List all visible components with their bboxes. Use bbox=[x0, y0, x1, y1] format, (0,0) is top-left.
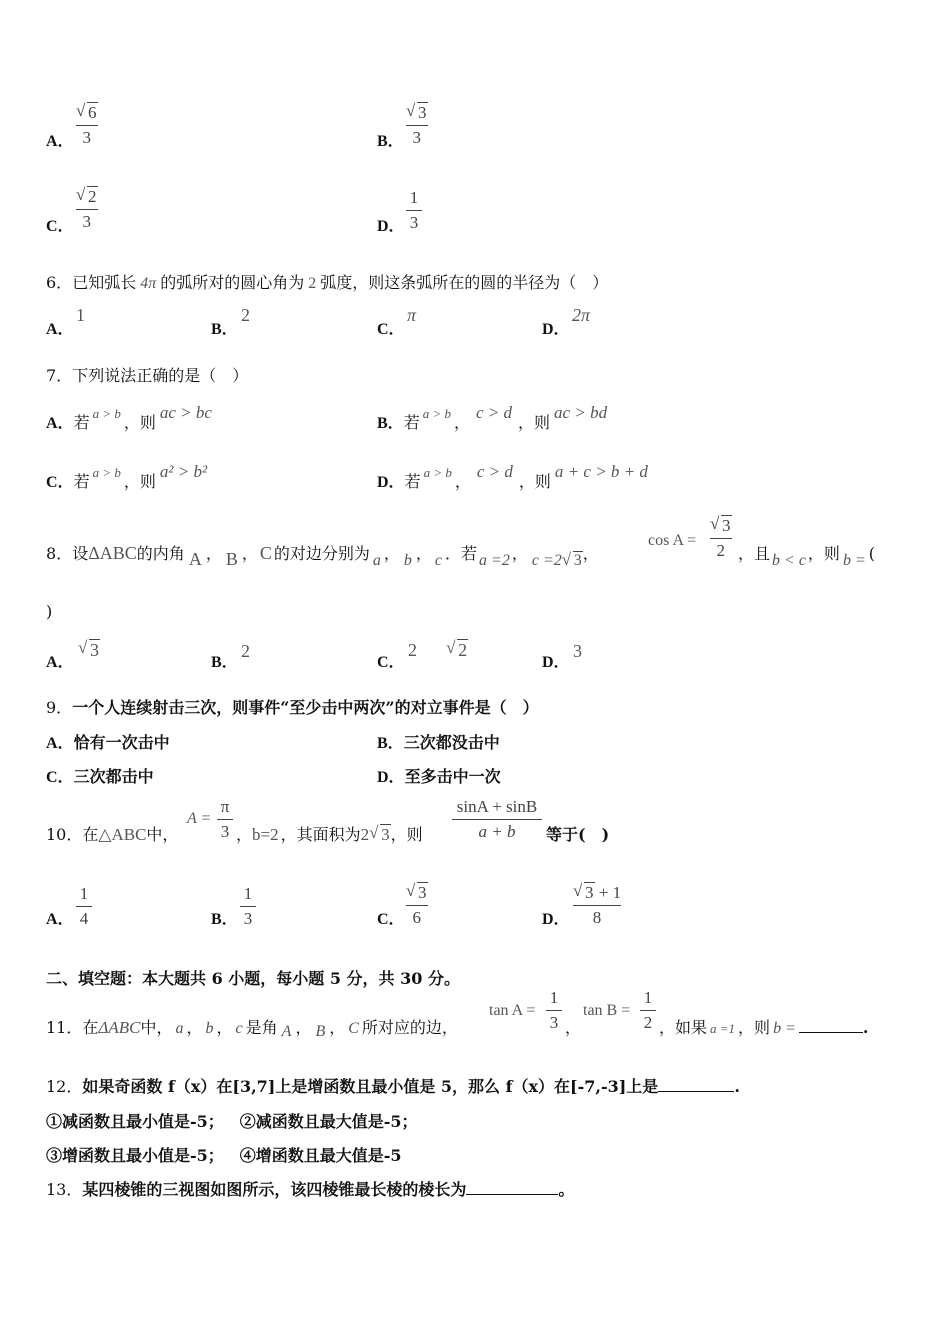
q10-stem-mid: ，b=2 ，其面积为2 √ 3，则 bbox=[236, 823, 423, 844]
q10-number: 10． bbox=[46, 825, 83, 844]
q8-angle-c: C bbox=[259, 543, 272, 563]
q9-stem bbox=[46, 695, 539, 718]
q8-option-d-value: 3 bbox=[573, 641, 582, 661]
q7-option-b-if: 若 bbox=[403, 413, 420, 432]
q12-choice-2: ②减函数且最大值是-5； bbox=[239, 1112, 418, 1131]
q5-option-a-num: 6 bbox=[88, 103, 97, 122]
q11-angle-a: A bbox=[281, 1023, 292, 1040]
q10-option-d-num: 3 bbox=[585, 883, 594, 902]
q6-arc-length: 4π bbox=[140, 275, 157, 292]
q11-tan-b-den: 2 bbox=[643, 1013, 653, 1032]
q7-number: 7． bbox=[46, 366, 73, 385]
q5-option-d-fraction bbox=[406, 188, 422, 233]
q5-option-b-fraction: √ 3 3 bbox=[406, 101, 427, 147]
q8-stem-tail bbox=[738, 541, 875, 569]
q12-choices-row-2 bbox=[46, 1143, 402, 1166]
q7-option-b-sep: ， bbox=[453, 413, 470, 432]
q10-area-radicand: 3 bbox=[381, 825, 390, 844]
q6-option-c-label: C． bbox=[377, 321, 405, 338]
q6-option-d-label: D． bbox=[542, 321, 570, 338]
q8-angle-a: A bbox=[188, 549, 202, 569]
q10-a-lhs: A = bbox=[187, 810, 212, 827]
q10-a-fraction bbox=[217, 797, 233, 842]
q8-option-c-label: C． bbox=[377, 654, 405, 671]
q11-angle-b: B bbox=[315, 1023, 326, 1040]
q10-option-c-label: C． bbox=[377, 911, 405, 928]
q10-t2: 中， bbox=[146, 825, 179, 844]
q8-a-equation: a =2 bbox=[479, 552, 510, 569]
q11-tan-a-fraction bbox=[546, 988, 562, 1033]
q7-option-c bbox=[46, 462, 208, 492]
q8-t2: 的内角 bbox=[136, 544, 185, 563]
q11-tan-a: tan A = bbox=[489, 1002, 536, 1019]
q7-text: 下列说法正确的是（ ） bbox=[72, 366, 249, 385]
q12-choices-row-1 bbox=[46, 1109, 418, 1132]
q10-t3: ，其面积为 bbox=[280, 825, 361, 844]
q10-option-a-fraction bbox=[76, 884, 92, 929]
q10-option-c-fraction: √ 3 6 bbox=[406, 881, 427, 927]
q11-triangle: ΔABC bbox=[98, 1018, 141, 1037]
q11-comma: ， bbox=[565, 1018, 582, 1037]
q7-stem bbox=[46, 363, 248, 386]
q5-option-b-num: 3 bbox=[418, 103, 427, 122]
q10-option-a-label: A． bbox=[46, 911, 74, 928]
q9-number: 9． bbox=[46, 698, 73, 717]
q8-t4: ．若 bbox=[445, 544, 478, 563]
q10-option-b-label: B． bbox=[211, 911, 238, 928]
q9-option-b bbox=[377, 730, 500, 753]
q11-t4: 所对应的边， bbox=[361, 1018, 458, 1037]
q11-side-b: b bbox=[205, 1020, 214, 1037]
q8-side-c: c bbox=[434, 552, 443, 569]
q8-option-a-value: 3 bbox=[90, 640, 99, 660]
q7-option-c-result: a² > b² bbox=[159, 462, 208, 481]
q11-answer-blank[interactable] bbox=[799, 1018, 863, 1033]
q9-option-b-text: 三次都没击中 bbox=[403, 733, 500, 752]
q5-option-d-den: 3 bbox=[409, 213, 419, 232]
q10-option-c-num: 3 bbox=[418, 883, 427, 902]
q8-angle-b: B bbox=[225, 549, 238, 569]
q10-stem-start bbox=[46, 822, 178, 845]
q11-tan-b: tan B = bbox=[583, 1002, 631, 1019]
q5-option-c-num: 2 bbox=[88, 187, 97, 206]
q11-t5: ，如果 bbox=[659, 1018, 708, 1037]
q10-option-b-num: 1 bbox=[243, 884, 253, 903]
q5-option-b-label: B． bbox=[377, 133, 404, 150]
q5-option-c-den: 3 bbox=[82, 212, 91, 231]
q6-angle: 2 bbox=[308, 275, 317, 292]
q8-comma-1: ， bbox=[205, 544, 222, 563]
q11-end: . bbox=[862, 1018, 869, 1037]
q10-expr-num: sinA + sinB bbox=[456, 797, 538, 816]
q5-option-a-den: 3 bbox=[82, 128, 91, 147]
q8-cos-num: 3 bbox=[722, 516, 731, 535]
q8-t3: 的对边分别为 bbox=[273, 544, 370, 563]
q11-stem: 11．在ΔABC中， a ， b ， c 是角 A ， B ， C 所对应的边， bbox=[46, 1018, 458, 1040]
q12-stem bbox=[46, 1074, 740, 1097]
q11-side-c: c bbox=[235, 1020, 243, 1037]
q8-cos-lhs: cos A = bbox=[648, 532, 697, 549]
q11-tan-a-den: 3 bbox=[549, 1013, 559, 1032]
q7-option-a-then: ，则 bbox=[123, 413, 156, 432]
q5-option-a-fraction: √ 6 3 bbox=[76, 101, 97, 147]
q9-option-d-text: 至多击中一次 bbox=[404, 767, 501, 786]
q9-option-a-text: 恰有一次击中 bbox=[73, 733, 170, 752]
q9-option-d bbox=[377, 764, 501, 787]
q12-choice-1: ①减函数且最小值是-5； bbox=[46, 1112, 224, 1131]
q7-option-d-cond1: a > b bbox=[423, 465, 452, 480]
q8-option-c-value: 2 bbox=[458, 640, 468, 660]
q8-inequality: b < c bbox=[772, 552, 806, 569]
q8-option-c-sqrt: √ 2 bbox=[446, 638, 468, 660]
q7-option-a-label: A． bbox=[46, 415, 74, 432]
q7-option-c-then: ，则 bbox=[123, 472, 156, 491]
q10-option-c-den: 6 bbox=[412, 908, 421, 927]
q10-triangle: △ABC bbox=[98, 825, 147, 844]
q9-option-c bbox=[46, 764, 154, 787]
q8-comma-6: ， bbox=[582, 544, 599, 563]
q7-option-d-cond2: c > d bbox=[476, 462, 513, 481]
q11-tan-b-num: 1 bbox=[643, 988, 653, 1007]
q7-option-a bbox=[46, 403, 212, 433]
q7-option-b-result: ac > bd bbox=[554, 403, 608, 422]
q6-option-b-label: B． bbox=[211, 321, 238, 338]
q7-option-a-result: ac > bc bbox=[159, 403, 212, 422]
q7-option-a-if: 若 bbox=[73, 413, 90, 432]
q10-area-coef: 2 bbox=[360, 825, 370, 844]
q10-option-d-num-tail: + 1 bbox=[594, 883, 622, 902]
q7-option-d-result: a + c > b + d bbox=[554, 462, 648, 481]
q8-option-d-label: D． bbox=[542, 654, 570, 671]
q12-line: 如果奇函数 f（x）在[3,7]上是增函数且最小值是 5，那么 f（x）在[-7,-3]上是 bbox=[82, 1077, 659, 1096]
q8-option-b-label: B． bbox=[211, 654, 238, 671]
q6-text-b: 的弧所对的圆心角为 bbox=[160, 273, 305, 292]
q12-choice-3: ③增函数且最小值是-5； bbox=[46, 1146, 224, 1165]
q9-option-c-label: C． bbox=[46, 769, 74, 786]
q6-option-a-value: 1 bbox=[76, 305, 85, 325]
q10-option-b-fraction bbox=[240, 884, 256, 929]
q6-option-d-value: 2π bbox=[572, 305, 591, 325]
section-2-heading: 二、填空题：本大题共 6 小题，每小题 5 分，共 30 分。 bbox=[46, 969, 460, 988]
q5-option-d-label: D． bbox=[377, 218, 405, 235]
q5-option-d-num: 1 bbox=[409, 188, 419, 207]
q7-option-d-label: D． bbox=[377, 474, 405, 491]
q13-stem bbox=[46, 1177, 574, 1200]
q9-option-a bbox=[46, 730, 170, 753]
q10-t4: ，则 bbox=[390, 825, 423, 844]
q10-a-den: 3 bbox=[220, 822, 230, 841]
q8-option-a-label: A． bbox=[46, 654, 74, 671]
q7-option-d bbox=[377, 462, 648, 492]
q8-number: 8． bbox=[46, 544, 73, 563]
q9-option-c-text: 三次都击中 bbox=[73, 767, 154, 786]
q8-c-radicand: 3 bbox=[573, 552, 582, 569]
q8-option-c-coef: 2 bbox=[408, 640, 417, 660]
q13-text: 某四棱锥的三视图如图所示，该四棱锥最长棱的棱长为 bbox=[82, 1180, 467, 1199]
q12-answer-blank[interactable] bbox=[658, 1077, 734, 1092]
q8-cos-den: 2 bbox=[716, 541, 725, 560]
q10-option-d-fraction: √ 3 + 1 8 bbox=[573, 881, 622, 927]
q7-option-d-sep: ， bbox=[454, 472, 471, 491]
q11-side-a: a bbox=[175, 1020, 184, 1037]
q10-expression bbox=[452, 797, 542, 842]
q7-option-c-label: C． bbox=[46, 474, 74, 491]
q10-option-b-den: 3 bbox=[243, 909, 253, 928]
q7-option-b-label: B． bbox=[377, 415, 404, 432]
q8-comma-4: ， bbox=[415, 544, 432, 563]
q8-paren-close: ) bbox=[46, 602, 53, 621]
q8-comma-5: ， bbox=[511, 544, 528, 563]
q8-t6: ，则 bbox=[807, 544, 840, 563]
q13-answer-blank[interactable] bbox=[466, 1180, 558, 1195]
q10-area-sqrt: √ 3 bbox=[369, 823, 390, 844]
q6-option-a-label: A． bbox=[46, 321, 74, 338]
q8-b-equation: b = bbox=[842, 552, 866, 569]
q10-option-a-num: 1 bbox=[79, 884, 89, 903]
q5-option-c-fraction: √ 2 3 bbox=[76, 185, 97, 231]
q10-a-num: π bbox=[220, 797, 230, 816]
q10-option-d-label: D． bbox=[542, 911, 570, 928]
q8-paren-open: ( bbox=[868, 544, 875, 563]
q11-tan-b-fraction bbox=[640, 988, 656, 1033]
q6-text-a: 已知弧长 bbox=[72, 273, 137, 292]
q9-option-b-label: B． bbox=[377, 735, 404, 752]
q7-option-b-then: ，则 bbox=[518, 413, 551, 432]
q5-option-b-den: 3 bbox=[412, 128, 421, 147]
q11-tan-a-num: 1 bbox=[549, 988, 559, 1007]
q8-t1: 设 bbox=[72, 544, 89, 563]
q13-number: 13． bbox=[46, 1180, 83, 1199]
q9-option-a-label: A． bbox=[46, 735, 74, 752]
q12-number: 12． bbox=[46, 1077, 83, 1096]
q10-t5: 等于( ) bbox=[546, 825, 610, 844]
q8-c-equation: c =2 bbox=[531, 552, 562, 569]
q7-option-b-cond2: c > d bbox=[476, 403, 513, 422]
q10-b-equation: b=2 bbox=[252, 825, 279, 844]
q11-t3: 是角 bbox=[245, 1018, 278, 1037]
q10-t1: 在 bbox=[82, 825, 99, 844]
q11-t2: 中， bbox=[140, 1018, 173, 1037]
q7-option-a-cond: a > b bbox=[92, 406, 121, 421]
q6-stem bbox=[46, 270, 608, 293]
q8-side-a: a bbox=[372, 552, 381, 569]
q8-triangle: ΔABC bbox=[88, 543, 137, 563]
q7-option-b bbox=[377, 403, 608, 433]
q10-option-a-den: 4 bbox=[79, 909, 89, 928]
q7-option-d-then: ，则 bbox=[518, 472, 551, 491]
q10-option-d-den: 8 bbox=[592, 908, 602, 927]
q10-expr-den: a + b bbox=[478, 822, 516, 841]
q8-comma-2: ， bbox=[241, 544, 258, 563]
q11-number: 11． bbox=[46, 1018, 83, 1037]
q9-text: 一个人连续射击三次，则事件“至少击中两次”的对立事件是（ ） bbox=[72, 698, 539, 717]
q8-cos-fraction: √ 3 2 bbox=[710, 514, 731, 560]
q7-option-b-cond1: a > b bbox=[422, 406, 451, 421]
q7-option-c-cond: a > b bbox=[92, 465, 121, 480]
q6-option-c-value: π bbox=[407, 305, 417, 325]
q12-end: . bbox=[734, 1077, 740, 1096]
q8-comma-3: ， bbox=[383, 544, 400, 563]
q6-text-c: 弧度，则这条弧所在的圆的半径为（ ） bbox=[320, 273, 609, 292]
q6-option-b-value: 2 bbox=[241, 305, 250, 325]
q7-option-d-if: 若 bbox=[404, 472, 421, 491]
q8-side-b: b bbox=[403, 552, 412, 569]
q5-option-a-label: A． bbox=[46, 133, 74, 150]
q11-stem-tail bbox=[659, 1015, 868, 1038]
q9-option-d-label: D． bbox=[377, 769, 405, 786]
q8-t5: ，且 bbox=[738, 544, 771, 563]
q11-angle-c: C bbox=[348, 1020, 359, 1037]
q12-choice-4: ④增函数且最大值是-5 bbox=[239, 1146, 402, 1165]
q11-b-equation: b = bbox=[773, 1020, 796, 1037]
q8-option-b-value: 2 bbox=[241, 641, 250, 661]
q11-a-equation: a =1 bbox=[710, 1021, 736, 1036]
q8-c-sqrt: √ 3 bbox=[561, 550, 582, 569]
q7-option-c-if: 若 bbox=[73, 472, 90, 491]
q11-t1: 在 bbox=[82, 1018, 99, 1037]
q11-t6: ，则 bbox=[738, 1018, 771, 1037]
q8-option-a-sqrt: √ 3 bbox=[78, 638, 99, 660]
q5-option-c-label: C． bbox=[46, 218, 74, 235]
q8-stem bbox=[46, 541, 599, 569]
q13-end: 。 bbox=[558, 1180, 575, 1199]
q6-number: 6． bbox=[46, 273, 73, 292]
